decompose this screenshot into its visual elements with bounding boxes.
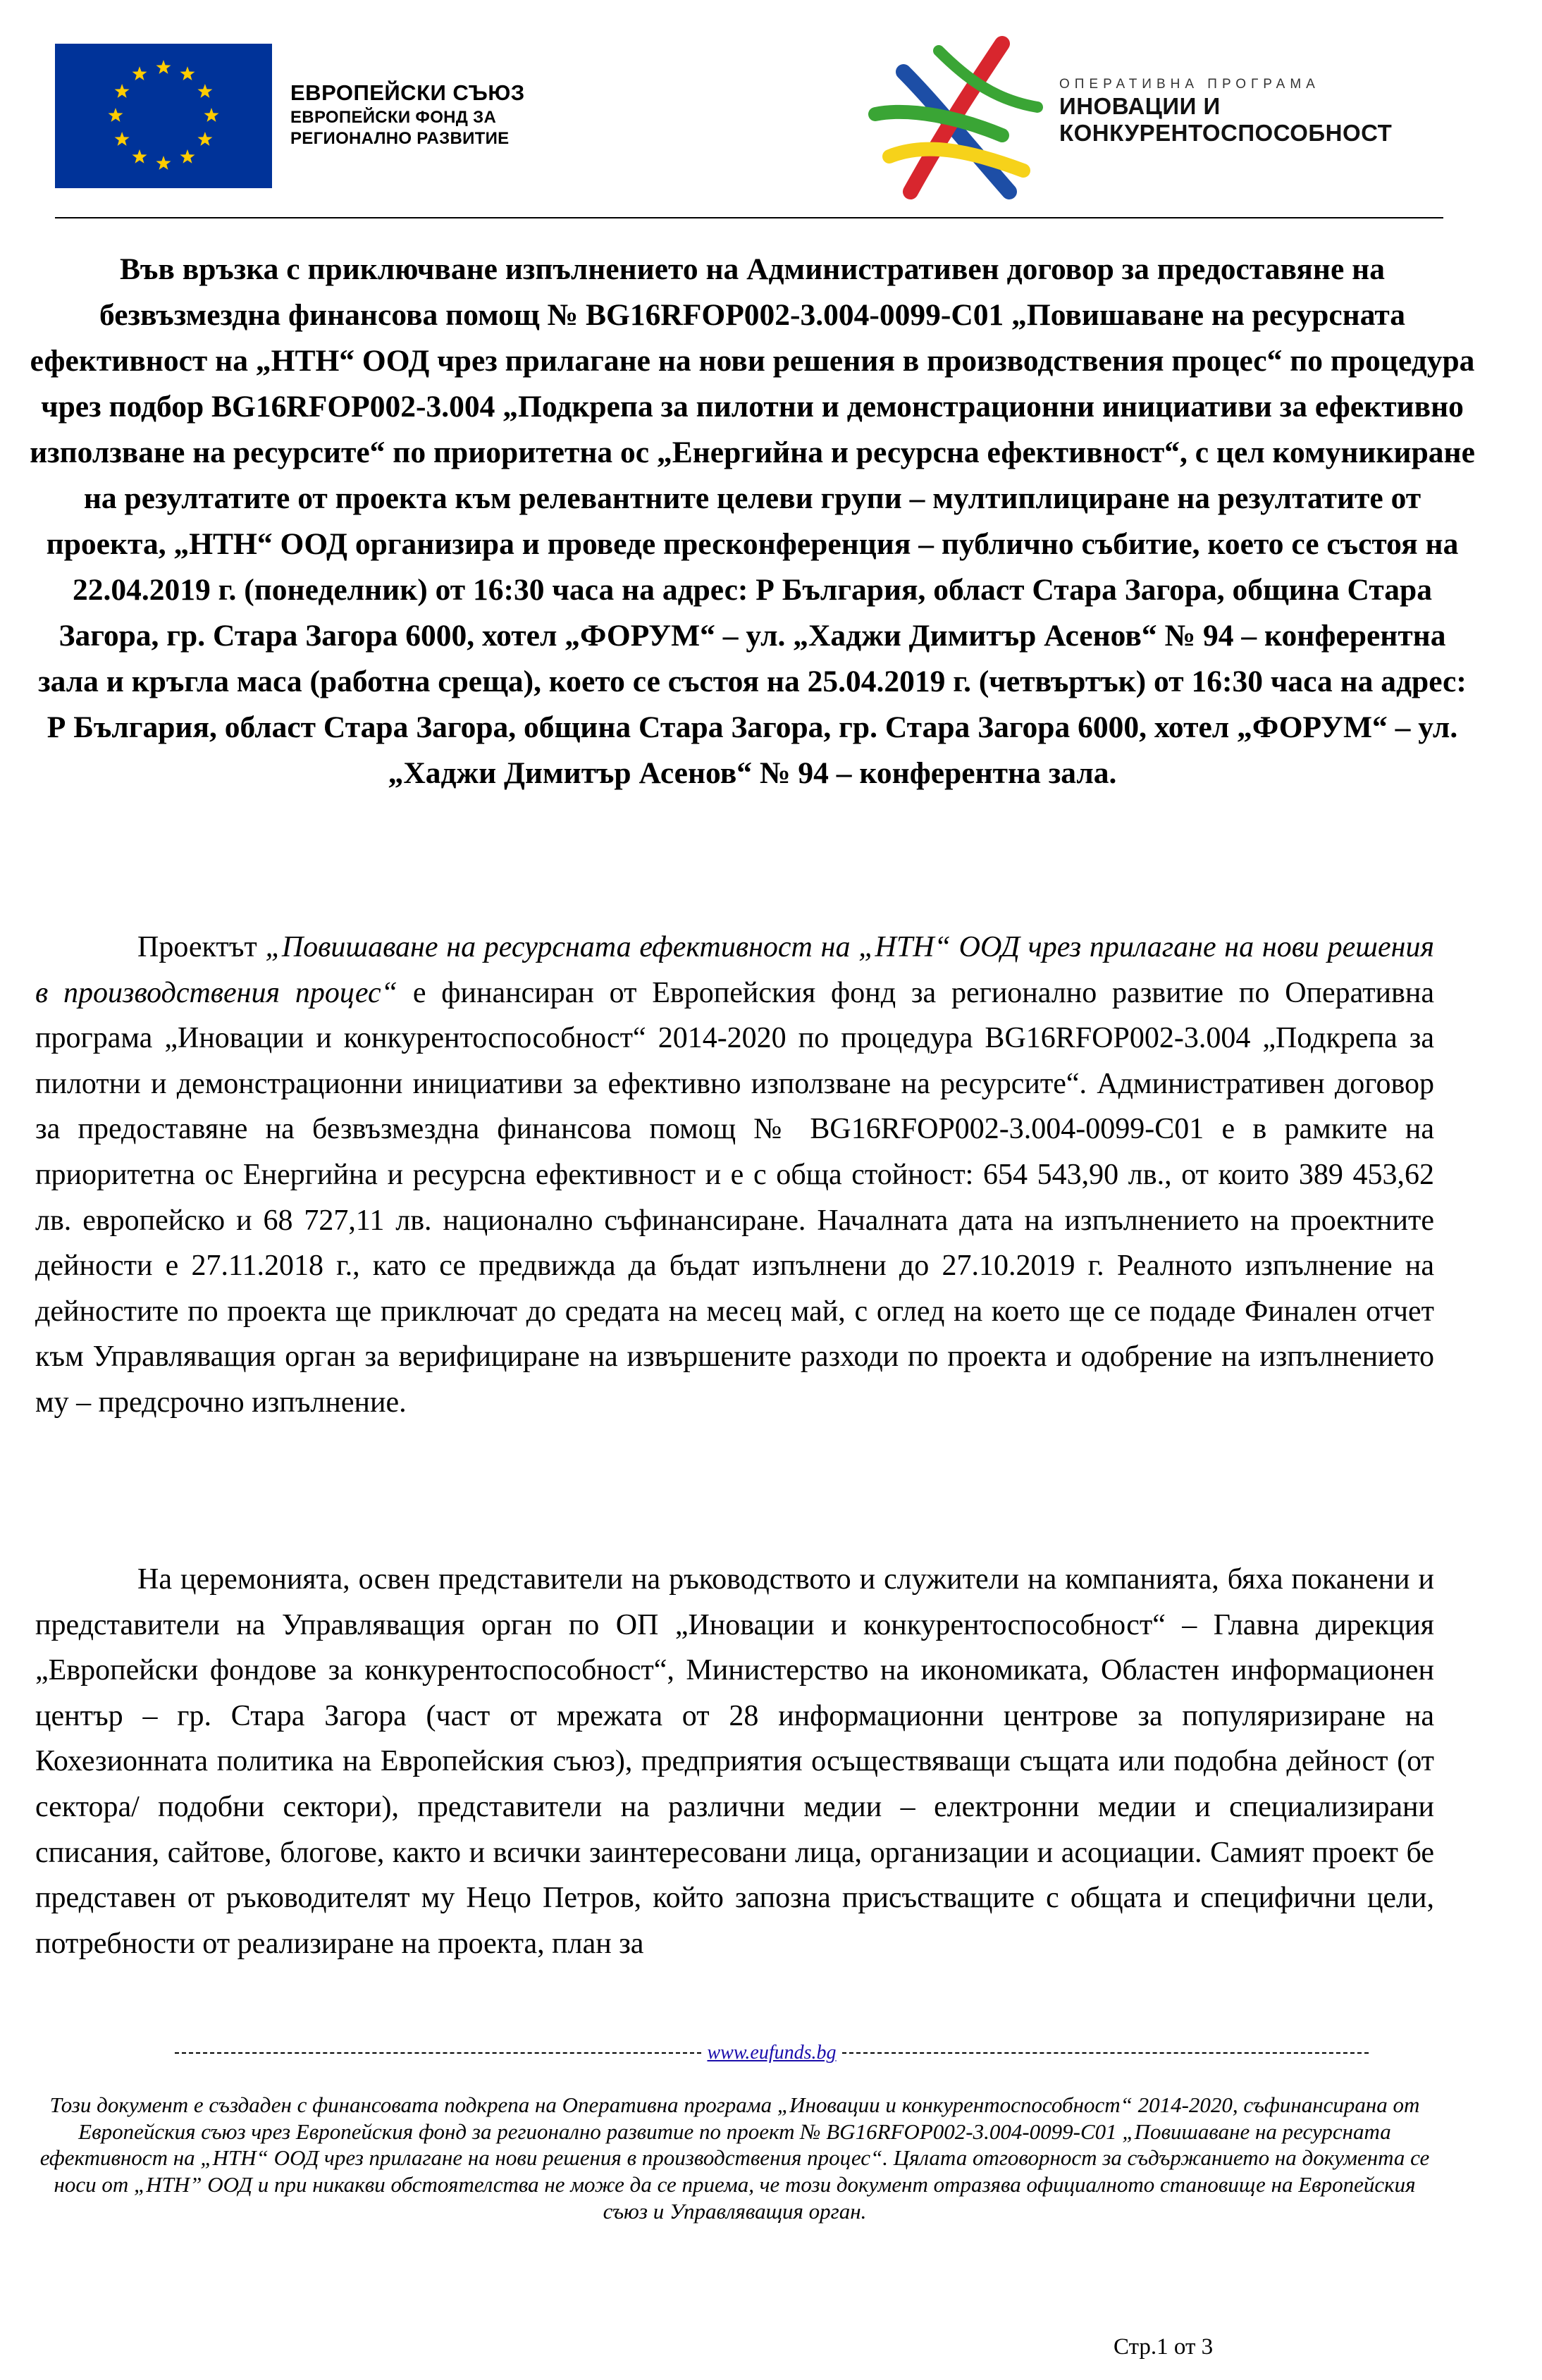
eu-star-icon (109, 108, 123, 122)
footer-dash-left (175, 2052, 701, 2054)
page-number: Стр.1 от 3 (1114, 2334, 1214, 2360)
eu-star-icon (156, 156, 171, 170)
op-ribbon-icon (861, 30, 1066, 206)
eu-star-icon (197, 132, 212, 146)
footer-link-line (169, 2039, 1374, 2067)
eu-line1: ЕВРОПЕЙСКИ СЪЮЗ (290, 80, 525, 105)
eufunds-link[interactable]: www.eufunds.bg (707, 2042, 837, 2064)
eu-flag-logo (55, 44, 272, 188)
paragraph1-rest: е финансиран от Европейския фонд за регионално развитие по Оперативна програма „Иновации и конкурентоспособност“ 2014-2020 по процедура BG16RFOP002-3.004 „Подкрепа за пилотни и демонстрационни инициативи за ефективно използване на ресурсите“. Административен договор за предоставяне на безвъзмездна финансова помощ № BG16RFOP002-3.004-0099-C01 е в рамките на приоритетна ос Енергийна и ресурсна ефективност и е с обща стойност: 654 543,90 лв., от които 389 453,62 лв. европейско и 68 727,11 лв. национално съфинансиране. Началната дата на изпълнението на проектните дейности е 27.11.2018 г., като се предвижда да бъдат изпълнени до 27.10.2019 г. Реалното изпълнение на дейностите по проекта ще приключат до средата на месец май, с оглед на което ще се подаде Финален отчет към Управляващия орган за верифициране на извършените разходи по проекта и одобрение на изпълнението му – предсрочно изпълнение. (35, 976, 1434, 1419)
eu-line2: ЕВРОПЕЙСКИ ФОНД ЗА (290, 108, 497, 127)
footer-dash-right (842, 2052, 1369, 2054)
document-title: Във връзка с приключване изпълнението на Административен договор за предоставяне на безвъзмездна финансова помощ № BG16RFOP002-3.004-0099-C01 „Повишаване на ресурсната ефективност на „НТН“ ООД чрез прилагане на нови решения в производствения процес“ по процедура чрез подбор BG16RFOP002-3.004 „Подкрепа за пилотни и демонстрационни инициативи за ефективно използване на ресурсите“ по приоритетна ос „Енергийна и ресурсна ефективност“, с цел комуникиране на резултатите от проекта към релевантните целеви групи – мултиплициране на резултатите от проекта, „НТН“ ООД организира и проведе пресконференция – публично събитие, което се състоя на 22.04.2019 г. (понеделник) от 16:30 часа на адрес: Р България, област Стара Загора, община Стара Загора, гр. Стара Загора 6000, хотел „ФОРУМ“ – ул. „Хаджи Димитър Асенов“ № 94 – конферентна зала и кръгла маса (работна среща), което се състоя на 25.04.2019 г. (четвъртък) от 16:30 часа на адрес: Р България, област Стара Загора, община Стара Загора, гр. Стара Загора 6000, хотел „ФОРУМ“ – ул. „Хаджи Димитър Асенов“ № 94 – конферентна зала. (30, 252, 1475, 790)
eu-star-icon (180, 149, 195, 164)
eu-star-icon (180, 66, 195, 80)
op-line1: ИНОВАЦИИ И (1059, 93, 1221, 119)
op-small-label: ОПЕРАТИВНА ПРОГРАМА (1059, 77, 1320, 92)
eu-line3: РЕГИОНАЛНО РАЗВИТИЕ (290, 129, 510, 148)
paragraph2-text: На церемонията, освен представители на ръководството и служители на компанията, бяха поканени и представители на Управляващия орган по ОП „Иновации и конкурентоспособност“ – Главна дирекция „Европейски фондове за конкурентоспособност“, Министерство на икономиката, Областен информационен център – гр. Стара Загора (част от мрежата от 28 информационни центрове за популяризиране на Кохезионната политика на Европейския съюз), предприятия осъществяващи същата или подобна дейност (от сектора/ подобни сектори), представители на различни медии – електронни медии и специализирани списания, сайтове, блогове, както и всички заинтересовани лица, организации и асоциации. Самият проект бе представен от ръководителят му Нецо Петров, който запозна присъстващите с общата и специфични цели, потребности от реализиране на проекта, план за (35, 1563, 1434, 1960)
header-divider (55, 217, 1443, 218)
op-innovation-logo (861, 30, 1066, 206)
project-name: „Повишаване на ресурсната ефективност на „НТН“ ООД чрез прилагане на нови решения в производствения процес“ (35, 931, 1434, 1009)
op-line2: КОНКУРЕНТОСПОСОБНОСТ (1059, 120, 1393, 146)
eu-star-icon (132, 66, 147, 80)
paragraph1-lead: Проектът (137, 931, 266, 963)
eu-star-icon (204, 108, 219, 122)
eu-star-icon (197, 84, 212, 98)
footer-disclaimer: Този документ е създаден с финансовата подкрепа на Оперативна програма „Иновации и конкурентоспособност“ 2014-2020, съфинансирана от Европейския съюз чрез Европейския фонд за регионално развитие по проект № BG16RFOP002-3.004-0099-C01 „Повишаване на ресурсната ефективност на „НТН“ ООД чрез прилагане на нови решения в производствения процес“. Цялата отговорност за съдържанието на документа се носи от „НТН” ООД и при никакви обстоятелства не може да се приема, че този документ отразява официалното становище на Европейския съюз и Управляващия орган. (39, 2092, 1430, 2224)
eu-logo-text (290, 79, 525, 149)
eu-star-icon (132, 149, 147, 164)
eu-star-icon (115, 132, 130, 146)
paragraph-ceremony (35, 1557, 1434, 1966)
op-logo-text (1059, 76, 1392, 147)
eu-star-icon (156, 60, 171, 74)
eu-stars-icon (55, 44, 272, 188)
eu-star-icon (115, 84, 130, 98)
document-header (0, 0, 1542, 226)
paragraph-project (35, 925, 1434, 1426)
